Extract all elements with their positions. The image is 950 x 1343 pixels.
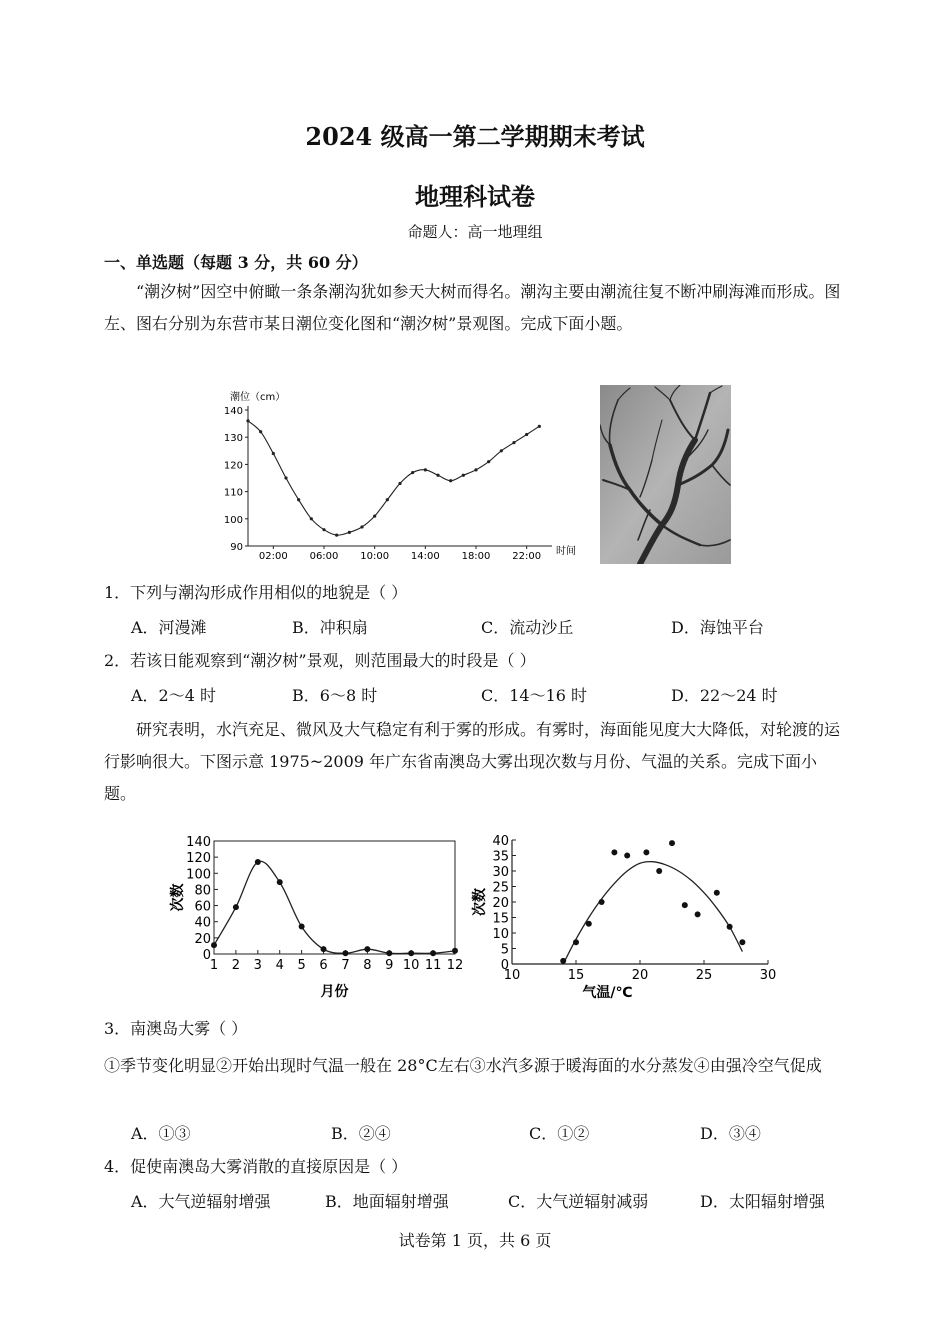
fog-month-point	[408, 950, 414, 956]
tide-point	[335, 534, 338, 537]
q3-option-a[interactable]: A．①③	[131, 1124, 191, 1143]
fog-temp-point	[643, 849, 649, 855]
y-tick-label: 5	[500, 942, 509, 958]
q3-option-b[interactable]: B．②④	[331, 1124, 391, 1143]
y-tick-label: 80	[194, 883, 211, 899]
q3-option-c[interactable]: C．①②	[529, 1124, 590, 1143]
tide-point	[512, 441, 515, 444]
fog-temp-point	[669, 840, 675, 846]
y-tick-label: 120	[186, 851, 211, 867]
fog-month-point	[299, 924, 305, 930]
q2-option-a[interactable]: A．2～4 时	[131, 686, 217, 705]
tide-point	[386, 498, 389, 501]
y-tick-label: 100	[186, 867, 211, 883]
x-tick-label: 11	[424, 958, 442, 973]
tide-point	[538, 425, 541, 428]
y-tick-label: 40	[492, 834, 509, 849]
y-tick-label: 90	[230, 542, 243, 553]
x-tick-label: 18:00	[461, 551, 491, 562]
fog-temp-point	[599, 899, 605, 905]
tidal-tree-photo	[600, 385, 731, 564]
y-axis-label: 次数	[472, 888, 488, 916]
q3-option-d[interactable]: D．③④	[700, 1124, 761, 1143]
q1-option-d[interactable]: D．海蚀平台	[671, 618, 764, 637]
tide-point	[259, 430, 262, 433]
tide-point	[398, 482, 401, 485]
fog-by-month-chart	[164, 832, 470, 1004]
section-heading: 一、单选题（每题 3 分，共 60 分）	[104, 253, 368, 272]
tide-point	[462, 474, 465, 477]
x-tick-label: 3	[253, 958, 262, 973]
y-tick-label: 20	[194, 931, 211, 947]
fog-month-point	[233, 904, 239, 910]
fog-month-point	[321, 946, 327, 952]
y-tick-label: 140	[223, 406, 243, 417]
x-tick-label: 10	[503, 968, 521, 983]
tide-point	[449, 479, 452, 482]
x-tick-label: 15	[567, 968, 585, 983]
x-tick-label: 2	[231, 958, 241, 973]
fog-month-point	[255, 859, 261, 865]
x-axis-label: 气温/℃	[582, 985, 633, 1001]
q2-option-c[interactable]: C．14～16 时	[481, 686, 588, 705]
y-tick-label: 35	[492, 849, 509, 865]
tide-point	[360, 525, 363, 528]
y-tick-label: 130	[223, 433, 243, 445]
fog-month-point	[386, 950, 392, 956]
y-tick-label: 10	[492, 927, 509, 942]
tide-point	[348, 531, 351, 534]
x-tick-label: 4	[275, 958, 284, 973]
y-tick-label: 120	[223, 460, 243, 472]
fog-temp-point	[695, 911, 701, 917]
fog-month-point	[452, 948, 458, 954]
fog-temp-point	[560, 958, 566, 964]
y-tick-label: 60	[194, 899, 211, 915]
x-tick-label: 25	[695, 968, 713, 983]
y-axis-label: 次数	[170, 883, 186, 912]
passage-1: “潮汐树”因空中俯瞰一条条潮沟犹如参天大树而得名。潮沟主要由潮流往复不断冲刷海滩而形成。图左、图右分别为东营市某日潮位变化图和“潮汐树”景观图。完成下面小题。	[104, 282, 841, 333]
x-tick-label: 5	[297, 958, 306, 973]
x-tick-label: 7	[341, 958, 350, 973]
tide-point	[487, 460, 490, 463]
tide-level-chart	[222, 386, 586, 564]
tide-point	[246, 419, 249, 422]
x-tick-label: 1	[209, 958, 219, 973]
plot-frame	[214, 841, 455, 954]
x-tick-label: 02:00	[258, 551, 288, 562]
fog-month-point	[277, 879, 283, 885]
fog-temp-point	[611, 849, 617, 855]
fog-by-temperature-chart	[470, 832, 790, 1004]
tide-point	[297, 498, 300, 501]
tide-point	[424, 468, 427, 471]
fog-month-point	[342, 950, 348, 956]
x-tick-label: 8	[363, 958, 372, 973]
tide-point	[272, 452, 275, 455]
x-tick-label: 9	[385, 958, 394, 973]
q1-option-a[interactable]: A．河漫滩	[131, 618, 207, 637]
question-3-statements: ①季节变化明显②开始出现时气温一般在 28°C左右③水汽多源于暖海面的水分蒸发④由强冷空气促成	[104, 1056, 822, 1075]
page-footer: 试卷第 1 页，共 6 页	[398, 1231, 552, 1250]
x-tick-label: 14:00	[410, 551, 440, 562]
q1-option-b[interactable]: B．冲积扇	[292, 618, 368, 637]
y-tick-label: 110	[223, 487, 243, 499]
y-tick-label: 25	[492, 880, 509, 896]
tide-point	[322, 528, 325, 531]
x-tick-label: 22:00	[512, 551, 542, 562]
y-tick-label: 20	[492, 896, 509, 911]
x-tick-label: 10	[402, 958, 420, 973]
fog-temp-point	[573, 939, 579, 945]
fog-temp-point	[727, 924, 733, 930]
fog-temp-fit-curve	[563, 862, 742, 964]
y-tick-label: 0	[500, 958, 509, 973]
y-axis-label: 潮位（cm）	[230, 392, 286, 403]
fog-month-curve	[214, 861, 455, 953]
q2-option-d[interactable]: D．22～24 时	[671, 686, 778, 705]
fog-temp-point	[714, 890, 720, 896]
tide-curve	[248, 421, 539, 535]
tide-point	[284, 476, 287, 479]
y-tick-label: 15	[492, 911, 509, 927]
tide-point	[373, 514, 376, 517]
x-tick-label: 06:00	[309, 551, 339, 562]
fog-month-point	[430, 950, 436, 956]
q4-option-d[interactable]: D．太阳辐射增强	[700, 1192, 825, 1211]
fog-temp-point	[739, 939, 745, 945]
fog-temp-point	[656, 868, 662, 874]
tide-point	[500, 449, 503, 452]
x-tick-label: 30	[759, 968, 777, 983]
tide-point	[436, 474, 439, 477]
x-axis-label: 时间	[556, 546, 576, 557]
fog-month-point	[211, 942, 217, 948]
author-line: 命题人：高一地理组	[407, 223, 543, 241]
page-title: 2024 级高一第二学期期末考试	[305, 122, 645, 151]
tide-point	[310, 517, 313, 520]
x-axis-label: 月份	[320, 984, 349, 1000]
fog-temp-point	[624, 853, 630, 859]
fog-month-point	[364, 946, 370, 952]
fog-temp-point	[586, 921, 592, 927]
q4-option-c[interactable]: C．大气逆辐射减弱	[508, 1192, 649, 1211]
x-tick-label: 10:00	[360, 551, 390, 562]
question-3-stem: 3．南澳岛大雾（ ）	[104, 1019, 248, 1038]
question-1-stem: 1．下列与潮沟形成作用相似的地貌是（ ）	[104, 583, 408, 602]
tide-point	[411, 471, 414, 474]
y-tick-label: 140	[186, 835, 211, 850]
tide-point	[525, 433, 528, 436]
fog-temp-point	[682, 902, 688, 908]
x-tick-label: 20	[631, 968, 649, 983]
q4-option-b[interactable]: B．地面辐射增强	[325, 1192, 449, 1211]
q2-option-b[interactable]: B．6～8 时	[292, 686, 378, 705]
passage-2: 研究表明，水汽充足、微风及大气稳定有利于雾的形成。有雾时，海面能见度大大降低，对轮渡的运行影响很大。下图示意 1975~2009 年广东省南澳岛大雾出现次数与月份、气温的关系。完成下面小题。	[104, 720, 841, 803]
question-4-stem: 4．促使南澳岛大雾消散的直接原因是（ ）	[104, 1157, 408, 1176]
x-tick-label: 12	[446, 958, 464, 973]
q1-option-c[interactable]: C．流动沙丘	[481, 618, 574, 637]
y-tick-label: 0	[202, 948, 211, 963]
y-tick-label: 30	[492, 865, 509, 880]
question-2-stem: 2．若该日能观察到“潮汐树”景观，则范围最大的时段是（ ）	[104, 651, 536, 670]
x-tick-label: 6	[319, 958, 328, 973]
y-tick-label: 100	[223, 514, 243, 526]
page-subtitle: 地理科试卷	[415, 182, 535, 211]
tide-point	[474, 468, 477, 471]
q4-option-a[interactable]: A．大气逆辐射增强	[131, 1192, 271, 1211]
y-tick-label: 40	[194, 915, 211, 931]
